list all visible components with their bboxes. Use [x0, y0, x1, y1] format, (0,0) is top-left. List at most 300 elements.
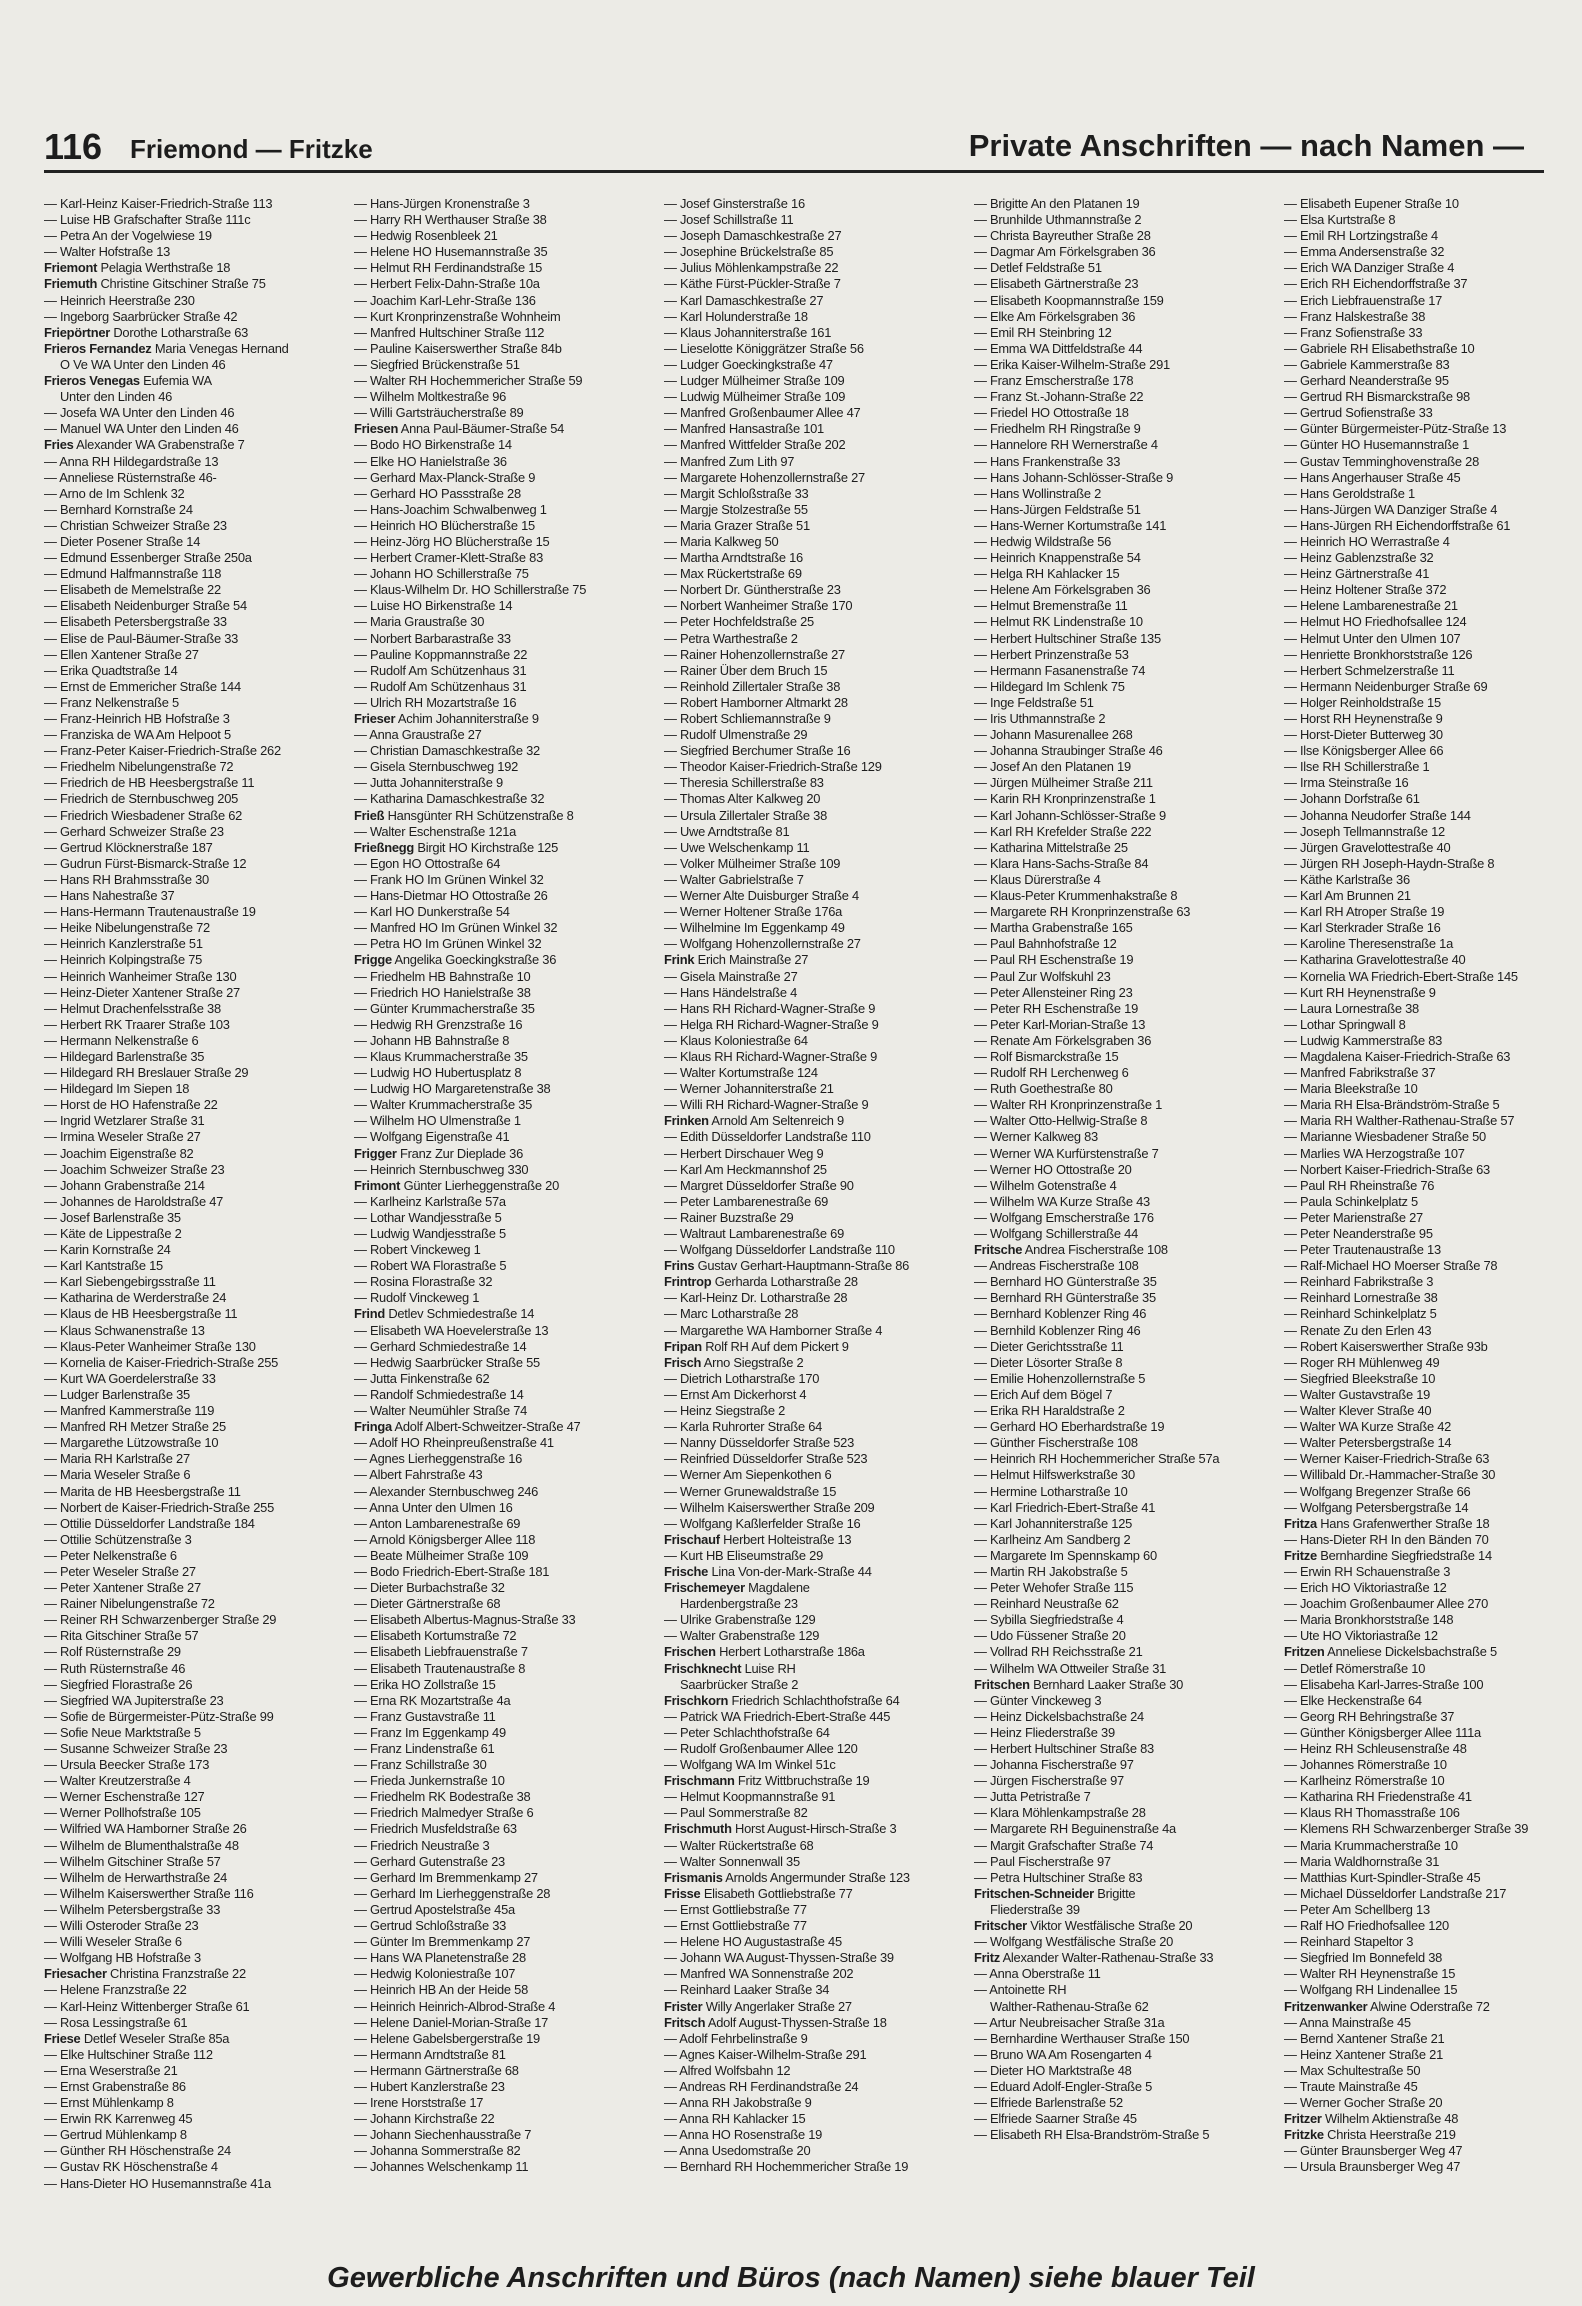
surname: Fritscher: [974, 1918, 1027, 1934]
directory-entry: — Erwin RH Schauenstraße 3: [1284, 1563, 1451, 1579]
directory-entry: — Johann Grabenstraße 214: [44, 1177, 205, 1193]
directory-entry: — Ursula Beecker Straße 173: [44, 1757, 210, 1773]
directory-entry: — Klaus RH Thomasstraße 106: [1284, 1805, 1460, 1821]
directory-entry: — Josephine Brückelstraße 85: [664, 244, 834, 260]
directory-entry: — Heinrich Sternbuschweg 330: [354, 1161, 529, 1177]
directory-entry: — Reiner RH Schwarzenberger Straße 29: [44, 1612, 277, 1628]
directory-entry: — Wilhelmine Im Eggenkamp 49: [664, 920, 845, 936]
directory-entry: Friemuth Christine Gitschiner Straße 75: [44, 276, 266, 292]
directory-entry: — Helga RH Kahlacker 15: [974, 566, 1120, 582]
directory-entry: — Ernst Gottliebstraße 77: [664, 1918, 807, 1934]
directory-entry: — Rolf Rüsternstraße 29: [44, 1644, 181, 1660]
directory-entry: — Elisabeth RH Elsa-Brandström-Straße 5: [974, 2127, 1210, 2143]
directory-entry: — Rudolf Am Schützenhaus 31: [354, 678, 527, 694]
directory-entry: — Agnes Lierheggenstraße 16: [354, 1451, 523, 1467]
directory-entry: — Herbert Cramer-Klett-Straße 83: [354, 550, 543, 566]
directory-entry: — Egon HO Ottostraße 64: [354, 855, 501, 871]
directory-entry: — Karl Siebengebirgsstraße 11: [44, 1274, 216, 1290]
directory-entry: — Karl Kantstraße 15: [44, 1258, 163, 1274]
directory-entry: — Klemens RH Schwarzenberger Straße 39: [1284, 1821, 1529, 1837]
directory-entry: — Hans Geroldstraße 1: [1284, 485, 1415, 501]
directory-entry: — Edmund Essenberger Straße 250a: [44, 550, 252, 566]
directory-entry: — Jürgen Fischerstraße 97: [974, 1773, 1124, 1789]
header-divider: [44, 170, 1544, 173]
directory-entry: — Franz-Heinrich HB Hofstraße 3: [44, 711, 230, 726]
directory-entry: — Theresia Schillerstraße 83: [664, 775, 824, 791]
surname: Frisse: [664, 1885, 701, 1901]
directory-entry: — Manfred Wittfelder Straße 202: [664, 437, 846, 453]
directory-entry: — Werner HO Ottostraße 20: [974, 1161, 1132, 1177]
directory-entry: — Käthe Karlstraße 36: [1284, 871, 1410, 887]
directory-entry: — Günther Königsberger Allee 111a: [1284, 1724, 1481, 1740]
surname: Fritsche: [974, 1242, 1023, 1258]
directory-entry: — Karl Am Brunnen 21: [1284, 888, 1411, 904]
directory-entry: — Elke Am Förkelsgraben 36: [974, 308, 1136, 324]
directory-entry: — Günter Vinckeweg 3: [974, 1692, 1102, 1708]
directory-entry: — Ingeborg Saarbrücker Straße 42: [44, 308, 238, 324]
directory-entry: — Herbert Hultschiner Straße 83: [974, 1741, 1154, 1756]
directory-entry: — Sofie de Bürgermeister-Pütz-Straße 99: [44, 1708, 274, 1724]
directory-entry: — Heinrich HB An der Heide 58: [354, 1982, 529, 1998]
directory-entry: — Karl RH Atroper Straße 19: [1284, 904, 1445, 920]
directory-entry: — Norbert de Kaiser-Friedrich-Straße 255: [44, 1499, 274, 1515]
directory-entry: — Maria RH Walther-Rathenau-Straße 57: [1284, 1113, 1515, 1129]
directory-entry: — Gabriele RH Elisabethstraße 10: [1284, 340, 1475, 356]
directory-entry: — Werner Pollhofstraße 105: [44, 1805, 201, 1821]
directory-entry: — Andreas Fischerstraße 108: [974, 1258, 1139, 1274]
directory-entry: — Friedrich de HB Heesbergstraße 11: [44, 775, 255, 791]
directory-entry: — Klaus RH Richard-Wagner-Straße 9: [664, 1048, 878, 1064]
directory-entry: Friese Detlef Weseler Straße 85a: [44, 2030, 230, 2046]
directory-entry: — Hans-Dieter HO Husemannstraße 41a: [44, 2175, 271, 2191]
directory-entry: — Theodor Kaiser-Friedrich-Straße 129: [664, 759, 882, 775]
directory-entry: — Katharina de Werderstraße 24: [44, 1290, 227, 1306]
directory-entry: — Heike Nibelungenstraße 72: [44, 920, 210, 936]
surname: Fritzenwanker: [1284, 1998, 1368, 2014]
directory-entry: — Emma WA Dittfeldstraße 44: [974, 340, 1143, 356]
directory-entry: — Karl Johann-Schlösser-Straße 9: [974, 807, 1166, 823]
directory-entry: — Reinhard Fabrikstraße 3: [1284, 1274, 1434, 1290]
surname: Frischauf: [664, 1531, 720, 1547]
directory-entry: — Gudrun Fürst-Bismarck-Straße 12: [44, 855, 247, 871]
directory-entry: — Friedel HO Ottostraße 18: [974, 405, 1129, 421]
directory-entry: — Siegfried Im Bonnefeld 38: [1284, 1950, 1443, 1966]
surname: Frind: [354, 1306, 385, 1322]
directory-entry: — Lieselotte Königgrätzer Straße 56: [664, 340, 864, 356]
directory-entry: Frieros Fernandez Maria Venegas Hernand: [44, 340, 289, 356]
directory-entry: — Günter Braunsberger Weg 47: [1284, 2143, 1463, 2159]
directory-entry: — Max Schultestraße 50: [1284, 2062, 1421, 2078]
directory-entry: — Anna HO Rosenstraße 19: [664, 2127, 823, 2143]
directory-entry: — Heinrich Wanheimer Straße 130: [44, 968, 237, 984]
directory-entry: — Margit Schloßstraße 33: [664, 485, 809, 501]
directory-entry: — Inge Feldstraße 51: [974, 694, 1094, 710]
directory-entry: — Karl-Heinz Kaiser-Friedrich-Straße 113: [44, 196, 273, 211]
directory-entry: — Reinhard Lornestraße 38: [1284, 1290, 1438, 1306]
directory-entry: — Paula Schinkelplatz 5: [1284, 1193, 1418, 1209]
directory-entry: Frischkorn Friedrich Schlachthofstraße 64: [664, 1692, 900, 1708]
directory-entry: — Friedrich Malmedyer Straße 6: [354, 1805, 534, 1821]
surname: Frins: [664, 1258, 695, 1274]
directory-entry: — Hedwig Rosenbleek 21: [354, 228, 498, 244]
directory-entry: — Maria RH Elsa-Brändström-Straße 5: [1284, 1097, 1500, 1113]
directory-entry: — Elisabeth Gärtnerstraße 23: [974, 276, 1139, 292]
directory-entry: — Udo Füssener Straße 20: [974, 1628, 1126, 1644]
column-1: [44, 196, 344, 2236]
directory-entry: — Elsa Kurtstraße 8: [1284, 212, 1396, 228]
directory-entry: — Horst de HO Hafenstraße 22: [44, 1097, 218, 1113]
directory-entry: — Adolf Fehrbelinstraße 9: [664, 2030, 808, 2046]
directory-entry: — Hermann Gärtnerstraße 68: [354, 2062, 519, 2078]
directory-entry: — Maria Krummacherstraße 10: [1284, 1837, 1458, 1853]
surname: Frischmann: [664, 1773, 735, 1789]
directory-entry: — Pauline Koppmannstraße 22: [354, 646, 528, 662]
directory-entry: — Wolfgang Kaßlerfelder Straße 16: [664, 1515, 861, 1531]
directory-entry: — Ludwig Mülheimer Straße 109: [664, 389, 846, 405]
surname: Friepörtner: [44, 324, 111, 340]
directory-entry: — Walter RH Heynenstraße 15: [1284, 1966, 1456, 1982]
directory-entry: Frischemeyer Magdalene: [664, 1580, 810, 1596]
directory-entry: — Gerhard Im Bremmenkamp 27: [354, 1869, 538, 1885]
directory-entry: — Rita Gitschiner Straße 57: [44, 1628, 199, 1644]
directory-entry: — Helene Am Förkelsgraben 36: [974, 582, 1151, 598]
directory-entry: — Maria Waldhornstraße 31: [1284, 1853, 1440, 1869]
directory-entry: — Emil RH Steinbring 12: [974, 324, 1112, 340]
directory-entry: — Friedhelm RH Ringstraße 9: [974, 421, 1141, 437]
directory-entry: — Elisabeth de Memelstraße 22: [44, 582, 221, 598]
directory-entry: — Bernhild Koblenzer Ring 46: [974, 1322, 1141, 1338]
directory-entry: Frintrop Gerharda Lotharstraße 28: [664, 1274, 858, 1290]
directory-entry: — Manfred HO Im Grünen Winkel 32: [354, 920, 558, 936]
directory-entry: Frigge Angelika Goeckingkstraße 36: [354, 952, 557, 968]
directory-entry: — Waltraut Lambarenestraße 69: [664, 1226, 844, 1241]
directory-entry: — Franz Lindenstraße 61: [354, 1741, 495, 1756]
directory-entry: — Katharina Gravelottestraße 40: [1284, 952, 1466, 968]
directory-entry: — Maria Graustraße 30: [354, 614, 485, 630]
directory-entry: — Werner Gocher Straße 20: [1284, 2095, 1443, 2111]
surname: Fritschen-Schneider: [974, 1885, 1094, 1901]
directory-entry: — Susanne Schweizer Straße 23: [44, 1741, 228, 1756]
directory-entry: — Johann Siechenhausstraße 7: [354, 2127, 532, 2143]
directory-entry: — Wilhelm Kaiserswerther Straße 209: [664, 1499, 875, 1515]
directory-entry: — Hans Angerhauser Straße 45: [1284, 469, 1461, 485]
directory-entry: Frister Willy Angerlaker Straße 27: [664, 1998, 852, 2014]
directory-entry: — Helmut HO Friedhofsallee 124: [1284, 614, 1467, 630]
directory-entry: — Günther RH Höschenstraße 24: [44, 2143, 231, 2159]
directory-entry: — Brunhilde Uthmannstraße 2: [974, 212, 1142, 228]
column-3: [664, 196, 964, 2236]
directory-entry: — Heinz RH Schleusenstraße 48: [1284, 1741, 1467, 1756]
directory-entry: — Ernst de Emmericher Straße 144: [44, 678, 241, 694]
directory-entry: — Max Rückertstraße 69: [664, 566, 802, 582]
directory-entry: — Walter Neumühler Straße 74: [354, 1403, 528, 1419]
directory-entry: — Hans-Jürgen Kronenstraße 3: [354, 196, 530, 211]
directory-entry: — Klaus-Peter Krummenhakstraße 8: [974, 888, 1178, 904]
directory-entry: — Johanna Sommerstraße 82: [354, 2143, 521, 2159]
directory-entry: — Helene HO Augustastraße 45: [664, 1934, 842, 1950]
directory-entry: — Christian Damaschkestraße 32: [354, 743, 540, 759]
directory-entry: — Elke HO Hanielstraße 36: [354, 453, 507, 469]
directory-entry: — Emil RH Lortzingstraße 4: [1284, 228, 1438, 244]
directory-entry: — Anna Graustraße 27: [354, 727, 482, 743]
directory-entry: — Hermann Fasanenstraße 74: [974, 662, 1146, 678]
directory-entry: — Albert Fahrstraße 43: [354, 1467, 483, 1483]
directory-entry: — Irmina Weseler Straße 27: [44, 1129, 201, 1145]
directory-entry: — Michael Düsseldorfer Landstraße 217: [1284, 1885, 1507, 1901]
directory-entry: — Hildegard Im Siepen 18: [44, 1081, 190, 1097]
directory-entry: — Detlef Römerstraße 10: [1284, 1660, 1426, 1676]
directory-entry: — Hans-Jürgen Feldstraße 51: [974, 501, 1141, 517]
directory-entry: — Wolfgang Bregenzer Straße 66: [1284, 1483, 1471, 1499]
surname: Frigger: [354, 1145, 397, 1161]
directory-entry: — Johannes Welschenkamp 11: [354, 2159, 529, 2175]
directory-entry: — Randolf Schmiedestraße 14: [354, 1386, 524, 1402]
directory-entry: — Lothar Wandjesstraße 5: [354, 1209, 502, 1225]
directory-entry: — Gisela Sternbuschweg 192: [354, 759, 519, 775]
directory-entry: — Rainer Buzstraße 29: [664, 1209, 794, 1225]
directory-entry: — Ernst Gottliebstraße 77: [664, 1901, 807, 1917]
directory-entry: — Sofie Neue Marktstraße 5: [44, 1724, 201, 1740]
surname: Frinken: [664, 1113, 709, 1129]
directory-entry: — Heinz Gablenzstraße 32: [1284, 550, 1434, 566]
page-header: [44, 118, 1544, 168]
directory-entry: — Karl Johanniterstraße 125: [974, 1515, 1133, 1531]
directory-entry: — Irma Steinstraße 16: [1284, 775, 1409, 791]
directory-entry: — Ursula Braunsberger Weg 47: [1284, 2159, 1461, 2175]
directory-entry: — Peter Lambarenestraße 69: [664, 1193, 829, 1209]
directory-entry: — Christa Bayreuther Straße 28: [974, 228, 1151, 244]
directory-entry: Fritz Alexander Walter-Rathenau-Straße 33: [974, 1950, 1214, 1966]
directory-entry: — Wolfgang Petersbergstraße 14: [1284, 1499, 1469, 1515]
directory-entry: — Rainer Über dem Bruch 15: [664, 662, 828, 678]
surname: Friesen: [354, 421, 399, 437]
directory-entry: — Franz Emscherstraße 178: [974, 373, 1134, 389]
directory-entry: — Hedwig Koloniestraße 107: [354, 1966, 516, 1982]
directory-entry: — Peter Karl-Morian-Straße 13: [974, 1016, 1146, 1032]
directory-entry: — Wilhelm Moltkestraße 96: [354, 389, 507, 405]
directory-entry: Fritzen Anneliese Dickelsbachstraße 5: [1284, 1644, 1497, 1660]
directory-entry: — Friedhelm RK Bodestraße 38: [354, 1789, 531, 1805]
directory-entry: — Klaus Koloniestraße 64: [664, 1032, 808, 1048]
directory-entry: — Karlheinz Römerstraße 10: [1284, 1773, 1445, 1789]
directory-entry: — Thomas Alter Kalkweg 20: [664, 791, 821, 807]
directory-entry: — Gustav RK Höschenstraße 4: [44, 2159, 218, 2175]
directory-entry: — Franz Schillstraße 30: [354, 1757, 487, 1773]
directory-entry: — Hans Wollinstraße 2: [974, 485, 1102, 501]
directory-entry: — Hans-Hermann Trautenaustraße 19: [44, 904, 256, 920]
directory-entry: — Wolfgang Westfälische Straße 20: [974, 1934, 1174, 1950]
directory-entry: — Erika HO Zollstraße 15: [354, 1676, 496, 1692]
directory-entry: — Helene Lambarenestraße 21: [1284, 598, 1458, 614]
directory-entry: — Friedhelm Nibelungenstraße 72: [44, 759, 234, 775]
directory-entry: — Joachim Schweizer Straße 23: [44, 1161, 225, 1177]
directory-entry: — Helene Gabelsbergerstraße 19: [354, 2030, 540, 2046]
directory-entry: — Jürgen Gravelottestraße 40: [1284, 839, 1451, 855]
directory-entry: Friesacher Christina Franzstraße 22: [44, 1966, 246, 1982]
directory-entry: — Peter Marienstraße 27: [1284, 1209, 1423, 1225]
directory-entry: — Marianne Wiesbadener Straße 50: [1284, 1129, 1486, 1145]
directory-entry: — Gerhard HO Passstraße 28: [354, 485, 521, 501]
directory-entry: — Willi RH Richard-Wagner-Straße 9: [664, 1097, 869, 1113]
surname: Fritze: [1284, 1547, 1317, 1563]
surname: Frisch: [664, 1354, 702, 1370]
directory-entry: — Johann Masurenallee 268: [974, 727, 1133, 743]
directory-entry: — Maria RH Karlstraße 27: [44, 1451, 190, 1467]
directory-entry: — Karl-Heinz Wittenberger Straße 61: [44, 1998, 250, 2014]
directory-entry: — Friedrich Neustraße 3: [354, 1837, 490, 1853]
directory-entry: — Käte de Lippestraße 2: [44, 1226, 182, 1241]
directory-entry: — Hildegard Im Schlenk 75: [974, 678, 1125, 694]
directory-entry: — Manfred Hansastraße 101: [664, 421, 824, 437]
directory-entry: — Rosa Lessingstraße 61: [44, 2014, 188, 2030]
directory-entry: — Wilhelm de Herwarthstraße 24: [44, 1869, 228, 1885]
directory-entry: — Peter Nelkenstraße 6: [44, 1547, 177, 1563]
directory-entry: — Werner Eschenstraße 127: [44, 1789, 205, 1805]
directory-entry: — Hans RH Richard-Wagner-Straße 9: [664, 1000, 876, 1016]
directory-entry: — Robert WA Florastraße 5: [354, 1258, 507, 1274]
directory-entry: — Wolfgang Düsseldorfer Landstraße 110: [664, 1242, 895, 1258]
directory-entry: — Margarete Im Spennskamp 60: [974, 1547, 1157, 1563]
directory-entry: — Karl Damaschkestraße 27: [664, 292, 824, 308]
directory-entry: — Andreas RH Ferdinandstraße 24: [664, 2078, 859, 2094]
directory-entry: — Walter Hofstraße 13: [44, 244, 171, 260]
directory-entry: — Anna Usedomstraße 20: [664, 2143, 811, 2159]
directory-entry: — Werner Kalkweg 83: [974, 1129, 1098, 1145]
directory-entry: — Peter Wehofer Straße 115: [974, 1580, 1134, 1596]
directory-entry: Frische Lina Von-der-Mark-Straße 44: [664, 1563, 872, 1579]
directory-entry: — Karl HO Dunkerstraße 54: [354, 904, 510, 920]
directory-entry: — Ludger Mülheimer Straße 109: [664, 373, 845, 389]
directory-entry: Hardenbergstraße 23: [680, 1596, 798, 1612]
directory-entry: — Joseph Damaschkestraße 27: [664, 228, 842, 244]
directory-entry: — Iris Uthmannstraße 2: [974, 711, 1106, 726]
directory-entry: — Hans-Dietmar HO Ottostraße 26: [354, 888, 548, 904]
directory-entry: — Ludger Barlenstraße 35: [44, 1386, 190, 1402]
directory-entry: — Heinrich RH Hochemmericher Straße 57a: [974, 1451, 1220, 1467]
directory-entry: Frinken Arnold Am Seltenreich 9: [664, 1113, 844, 1129]
column-2: [354, 196, 654, 2236]
directory-entry: — Erika Quadtstraße 14: [44, 662, 178, 678]
directory-entry: Frieros Venegas Eufemia WA: [44, 373, 212, 389]
directory-entry: — Heinrich Kanzlerstraße 51: [44, 936, 203, 952]
directory-entry: — Erich Liebfrauenstraße 17: [1284, 292, 1443, 308]
directory-entry: — Jutta Finkenstraße 62: [354, 1370, 490, 1386]
directory-entry: — Kurt HB Eliseumstraße 29: [664, 1547, 823, 1563]
directory-entry: — Bernhardine Werthauser Straße 150: [974, 2030, 1190, 2046]
directory-entry: — Norbert Dr. Güntherstraße 23: [664, 582, 841, 598]
directory-entry: — Manfred RH Metzer Straße 25: [44, 1419, 226, 1435]
directory-entry: — Hubert Kanzlerstraße 23: [354, 2078, 505, 2094]
directory-entry: — Walter Otto-Hellwig-Straße 8: [974, 1113, 1148, 1129]
directory-entry: — Siegfried Bleekstraße 10: [1284, 1370, 1436, 1386]
surname: Fritschen: [974, 1676, 1030, 1692]
surname: Frismanis: [664, 1869, 723, 1885]
directory-entry: — Gerhard Gutenstraße 23: [354, 1853, 505, 1869]
directory-entry: — Hans WA Planetenstraße 28: [354, 1950, 526, 1966]
directory-entry: — Gerhard Im Lierheggenstraße 28: [354, 1885, 551, 1901]
directory-entry: Fritzke Christa Heerstraße 219: [1284, 2127, 1456, 2143]
directory-entry: — Johanna Neudorfer Straße 144: [1284, 807, 1471, 823]
directory-entry: — Renate Zu den Erlen 43: [1284, 1322, 1432, 1338]
directory-entry: — Martha Grabenstraße 165: [974, 920, 1133, 936]
directory-entry: — Maria Bleekstraße 10: [1284, 1081, 1418, 1097]
directory-entry: — Erna Weserstraße 21: [44, 2062, 178, 2078]
directory-entry: — Ludger Goeckingkstraße 47: [664, 356, 833, 372]
directory-entry: Frischauf Herbert Holteistraße 13: [664, 1531, 852, 1547]
directory-entry: — Katharina Mittelstraße 25: [974, 839, 1128, 855]
directory-entry: — Peter Schlachthofstraße 64: [664, 1724, 830, 1740]
directory-entry: — Dagmar Am Förkelsgraben 36: [974, 244, 1156, 260]
directory-entry: — Erich WA Danziger Straße 4: [1284, 260, 1455, 276]
directory-entry: — Karl RH Krefelder Straße 222: [974, 823, 1152, 839]
directory-entry: — Gerhard Max-Planck-Straße 9: [354, 469, 536, 485]
directory-entry: — Ludwig Wandjesstraße 5: [354, 1226, 506, 1241]
directory-entry: Frimont Günter Lierheggenstraße 20: [354, 1177, 560, 1193]
directory-entry: Friepörtner Dorothe Lotharstraße 63: [44, 324, 249, 340]
directory-entry: — Karoline Theresenstraße 1a: [1284, 936, 1454, 952]
directory-entry: Friesen Anna Paul-Bäumer-Straße 54: [354, 421, 565, 437]
directory-entry: — Norbert Wanheimer Straße 170: [664, 598, 853, 614]
surname: Frieros Fernandez: [44, 340, 152, 356]
directory-entry: — Margarete RH Beguinenstraße 4a: [974, 1821, 1176, 1837]
directory-entry: — Renate Am Förkelsgraben 36: [974, 1032, 1152, 1048]
directory-entry: — Hans-Werner Kortumstraße 141: [974, 517, 1167, 533]
directory-entry: — Erich Auf dem Bögel 7: [974, 1386, 1113, 1402]
directory-entry: — Robert Vinckeweg 1: [354, 1242, 481, 1258]
directory-entry: — Werner Johanniterstraße 21: [664, 1081, 834, 1097]
directory-entry: — Ernst Grabenstraße 86: [44, 2078, 186, 2094]
directory-entry: — Maria Bronkhorststraße 148: [1284, 1612, 1454, 1628]
directory-entry: — Artur Neubreisacher Straße 31a: [974, 2014, 1165, 2030]
directory-entry: — Maria Weseler Straße 6: [44, 1467, 191, 1483]
directory-entry: — Emilie Hohenzollernstraße 5: [974, 1370, 1146, 1386]
directory-entry: — Siegfried Florastraße 26: [44, 1676, 193, 1692]
directory-entry: — Marc Lotharstraße 28: [664, 1306, 799, 1322]
directory-entry: — Heinrich HO Werrastraße 4: [1284, 533, 1450, 549]
directory-entry: — Klara Hans-Sachs-Straße 84: [974, 855, 1149, 871]
directory-entry: — Kurt Kronprinzenstraße Wohnheim: [354, 308, 561, 324]
directory-entry: — Werner Grunewaldstraße 15: [664, 1483, 837, 1499]
directory-entry: — Josef Barlenstraße 35: [44, 1209, 181, 1225]
directory-entry: Frisch Arno Siegstraße 2: [664, 1354, 804, 1370]
directory-entry: — Hermann Nelkenstraße 6: [44, 1032, 199, 1048]
directory-entry: — Rosina Florastraße 32: [354, 1274, 493, 1290]
directory-entry: — Pauline Kaiserswerther Straße 84b: [354, 340, 562, 356]
directory-entry: — Gisela Mainstraße 27: [664, 968, 798, 984]
directory-entry: — Hedwig Wildstraße 56: [974, 533, 1112, 549]
directory-entry: — Bernd Xantener Straße 21: [1284, 2030, 1445, 2046]
directory-entry: — Joachim Eigenstraße 82: [44, 1145, 194, 1161]
directory-entry: — Peter Weseler Straße 27: [44, 1563, 196, 1579]
directory-entry: Fritschen-Schneider Brigitte: [974, 1885, 1136, 1901]
directory-entry: — Manfred Kammerstraße 119: [44, 1403, 215, 1419]
directory-entry: — Manfred Hultschiner Straße 112: [354, 324, 545, 340]
directory-entry: — Rainer Hohenzollernstraße 27: [664, 646, 845, 662]
directory-entry: Fries Alexander WA Grabenstraße 7: [44, 437, 245, 453]
directory-entry: — Irene Horststraße 17: [354, 2095, 484, 2111]
directory-entry: — Arno de Im Schlenk 32: [44, 485, 185, 501]
directory-entry: — Frank HO Im Grünen Winkel 32: [354, 871, 544, 887]
directory-entry: — Anna Unter den Ulmen 16: [354, 1499, 513, 1515]
directory-entry: — Wolfgang Hohenzollernstraße 27: [664, 936, 861, 952]
column-5: [1284, 196, 1574, 2236]
directory-entry: — Ursula Zillertaler Straße 38: [664, 807, 827, 823]
surname: Frieß: [354, 807, 385, 823]
directory-entry: — Werner WA Kurfürstenstraße 7: [974, 1145, 1159, 1161]
directory-entry: — Horst RH Heynenstraße 9: [1284, 711, 1443, 726]
page-range-title: Friemond — Fritzke: [130, 134, 373, 164]
directory-entry: — Walter Eschenstraße 121a: [354, 823, 517, 839]
